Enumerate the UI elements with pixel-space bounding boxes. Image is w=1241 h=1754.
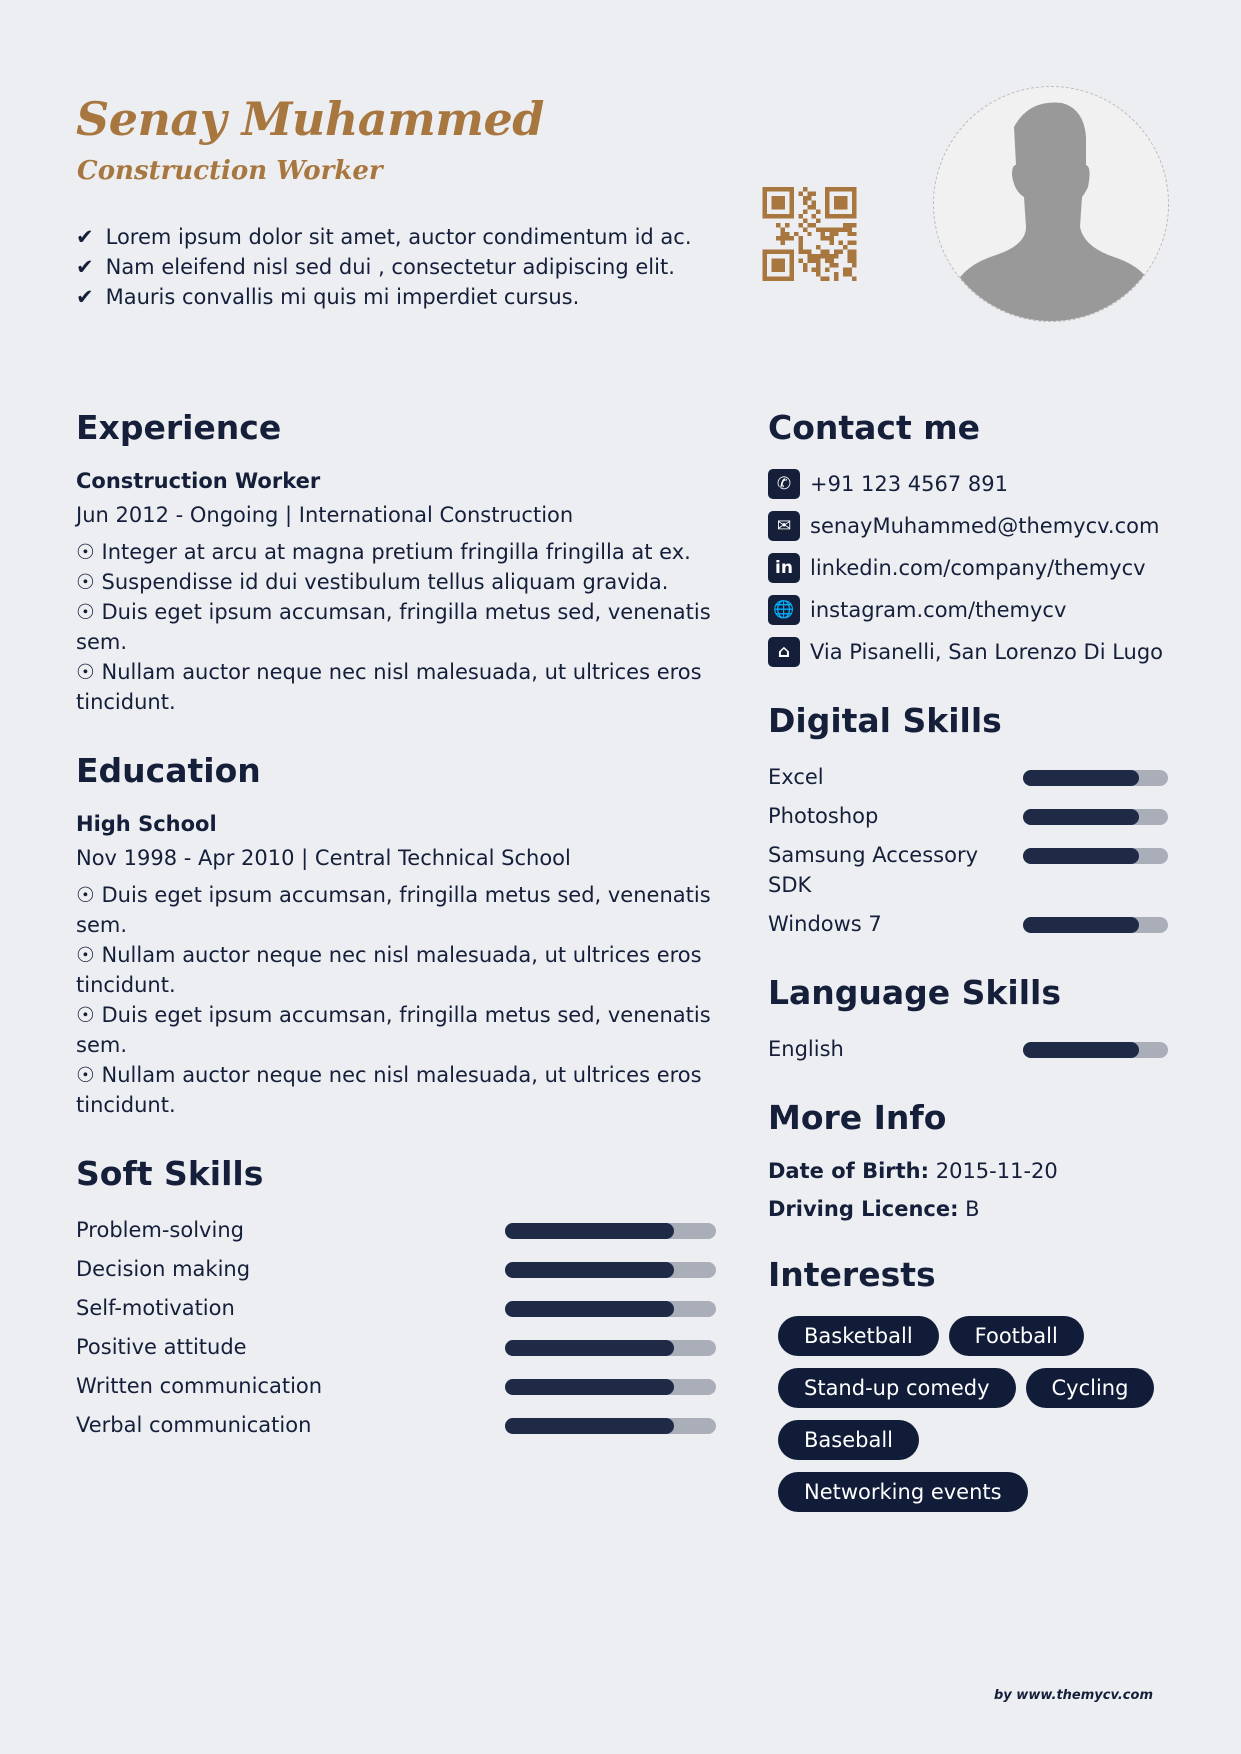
contact-instagram bbox=[768, 595, 1168, 625]
skill-name: Self-motivation bbox=[76, 1296, 235, 1320]
skill-row bbox=[76, 1332, 716, 1362]
instagram-link[interactable]: instagram.com/themycv bbox=[810, 598, 1067, 622]
skill-row bbox=[76, 1371, 716, 1401]
interest-pill: Stand-up comedy bbox=[778, 1368, 1016, 1408]
section-heading: Contact me bbox=[768, 408, 981, 447]
skill-row bbox=[768, 801, 1168, 831]
skill-level-fill bbox=[505, 1418, 674, 1434]
check-icon: ✔ bbox=[76, 225, 94, 249]
skill-level-fill bbox=[1023, 1042, 1139, 1058]
skill-row bbox=[76, 1410, 716, 1440]
phone-text: +91 123 4567 891 bbox=[810, 472, 1008, 496]
skill-level-fill bbox=[505, 1223, 674, 1239]
skill-level-bar bbox=[1023, 1042, 1168, 1058]
skill-row bbox=[76, 1215, 716, 1245]
bullet: ☉ Nullam auctor neque nec nisl malesuada, ut ultrices eros tincidunt. bbox=[76, 943, 702, 997]
footer-credit: by www.themycv.com bbox=[994, 1688, 1153, 1703]
address-text: Via Pisanelli, San Lorenzo Di Lugo bbox=[810, 640, 1164, 664]
skill-level-fill bbox=[505, 1301, 674, 1317]
skill-level-bar bbox=[1023, 917, 1168, 933]
skill-level-bar bbox=[505, 1340, 716, 1356]
interests-list bbox=[768, 1316, 1168, 1512]
skill-row bbox=[76, 1254, 716, 1284]
dob-value: 2015-11-20 bbox=[935, 1159, 1058, 1183]
profile-photo bbox=[933, 86, 1169, 322]
digital-skills-list bbox=[768, 762, 1168, 939]
education-meta: Nov 1998 - Apr 2010 | Central Technical School bbox=[76, 846, 571, 870]
contact-section bbox=[768, 408, 1168, 667]
skill-level-fill bbox=[505, 1379, 674, 1395]
phone-icon: ✆ bbox=[768, 469, 800, 499]
highlights-list bbox=[76, 222, 692, 312]
skill-row bbox=[768, 762, 1168, 792]
section-heading: More Info bbox=[768, 1098, 947, 1137]
degree: High School bbox=[76, 812, 217, 836]
skill-level-fill bbox=[505, 1262, 674, 1278]
skill-name: Decision making bbox=[76, 1257, 251, 1281]
licence-label: Driving Licence: bbox=[768, 1197, 959, 1221]
interest-pill: Cycling bbox=[1026, 1368, 1155, 1408]
bullet: ☉ Duis eget ipsum accumsan, fringilla metus sed, venenatis sem. bbox=[76, 883, 711, 937]
right-column bbox=[768, 408, 1168, 1546]
experience-section bbox=[76, 408, 716, 717]
interests-section bbox=[768, 1255, 1168, 1512]
globe-icon: 🌐 bbox=[768, 595, 800, 625]
skill-name: Written communication bbox=[76, 1374, 323, 1398]
skill-level-bar bbox=[1023, 848, 1168, 864]
job-meta: Jun 2012 - Ongoing | International Construction bbox=[76, 503, 574, 527]
highlight-item bbox=[76, 282, 692, 312]
bullet: ☉ Nullam auctor neque nec nisl malesuada, ut ultrices eros tincidunt. bbox=[76, 660, 702, 714]
education-section bbox=[76, 751, 716, 1120]
section-heading: Experience bbox=[76, 408, 282, 447]
highlight-item bbox=[76, 222, 692, 252]
interest-pill: Networking events bbox=[778, 1472, 1028, 1512]
bullet: ☉ Duis eget ipsum accumsan, fringilla metus sed, venenatis sem. bbox=[76, 1003, 711, 1057]
section-heading: Education bbox=[76, 751, 261, 790]
bullet: ☉ Integer at arcu at magna pretium fringilla fringilla at ex. bbox=[76, 540, 691, 564]
job-title: Construction Worker bbox=[76, 469, 321, 493]
skill-name: Photoshop bbox=[768, 804, 879, 828]
check-icon: ✔ bbox=[76, 255, 94, 279]
skill-level-fill bbox=[1023, 809, 1139, 825]
skill-level-bar bbox=[1023, 809, 1168, 825]
highlight-text: Lorem ipsum dolor sit amet, auctor condimentum id ac. bbox=[105, 225, 692, 249]
email-icon: ✉ bbox=[768, 511, 800, 541]
home-icon: ⌂ bbox=[768, 637, 800, 667]
skill-name: Windows 7 bbox=[768, 912, 882, 936]
skill-name: English bbox=[768, 1037, 844, 1061]
candidate-name: Senay Muhammed bbox=[76, 92, 544, 146]
skill-row bbox=[768, 1034, 1168, 1064]
candidate-title: Construction Worker bbox=[77, 156, 383, 186]
contact-email bbox=[768, 511, 1168, 541]
licence-value: B bbox=[965, 1197, 980, 1221]
language-skills-section bbox=[768, 973, 1168, 1064]
skill-name: Verbal communication bbox=[76, 1413, 312, 1437]
skill-level-fill bbox=[1023, 848, 1139, 864]
avatar-silhouette-icon bbox=[934, 87, 1169, 322]
bullet: ☉ Nullam auctor neque nec nisl malesuada, ut ultrices eros tincidunt. bbox=[76, 1063, 702, 1117]
skill-name: Excel bbox=[768, 765, 824, 789]
interest-pill: Basketball bbox=[778, 1316, 939, 1356]
skill-name: Positive attitude bbox=[76, 1335, 247, 1359]
linkedin-icon: in bbox=[768, 553, 800, 583]
qr-code-icon bbox=[762, 187, 857, 281]
highlight-text: Mauris convallis mi quis mi imperdiet cursus. bbox=[105, 285, 580, 309]
skill-level-fill bbox=[505, 1340, 674, 1356]
section-heading: Interests bbox=[768, 1255, 936, 1294]
driving-licence bbox=[768, 1197, 1168, 1221]
section-heading: Soft Skills bbox=[76, 1154, 264, 1193]
skill-name: Samsung Accessory SDK bbox=[768, 843, 979, 897]
skill-level-bar bbox=[505, 1223, 716, 1239]
skill-level-bar bbox=[505, 1379, 716, 1395]
linkedin-link[interactable]: linkedin.com/company/themycv bbox=[810, 556, 1146, 580]
dob-label: Date of Birth: bbox=[768, 1159, 930, 1183]
highlight-text: Nam eleifend nisl sed dui , consectetur adipiscing elit. bbox=[105, 255, 675, 279]
skill-name: Problem-solving bbox=[76, 1218, 244, 1242]
skill-level-bar bbox=[1023, 770, 1168, 786]
interest-pill: Football bbox=[949, 1316, 1084, 1356]
email-text[interactable]: senayMuhammed@themycv.com bbox=[810, 514, 1160, 538]
bullet: ☉ Suspendisse id dui vestibulum tellus aliquam gravida. bbox=[76, 570, 669, 594]
highlight-item bbox=[76, 252, 692, 282]
interest-pill: Baseball bbox=[778, 1420, 919, 1460]
bullet: ☉ Duis eget ipsum accumsan, fringilla metus sed, venenatis sem. bbox=[76, 600, 711, 654]
section-heading: Digital Skills bbox=[768, 701, 1002, 740]
digital-skills-section bbox=[768, 701, 1168, 939]
skill-level-bar bbox=[505, 1418, 716, 1434]
contact-address bbox=[768, 637, 1168, 667]
skill-level-fill bbox=[1023, 770, 1139, 786]
skill-level-bar bbox=[505, 1262, 716, 1278]
left-column bbox=[76, 408, 716, 1474]
skill-level-fill bbox=[1023, 917, 1139, 933]
soft-skills-list bbox=[76, 1215, 716, 1440]
skill-row bbox=[768, 909, 1168, 939]
check-icon: ✔ bbox=[76, 285, 94, 309]
skill-level-bar bbox=[505, 1301, 716, 1317]
skill-row bbox=[76, 1293, 716, 1323]
contact-linkedin bbox=[768, 553, 1168, 583]
contact-phone bbox=[768, 469, 1168, 499]
date-of-birth bbox=[768, 1159, 1168, 1183]
language-skills-list bbox=[768, 1034, 1168, 1064]
section-heading: Language Skills bbox=[768, 973, 1061, 1012]
more-info-section bbox=[768, 1098, 1168, 1221]
soft-skills-section bbox=[76, 1154, 716, 1440]
skill-row bbox=[768, 840, 1168, 900]
